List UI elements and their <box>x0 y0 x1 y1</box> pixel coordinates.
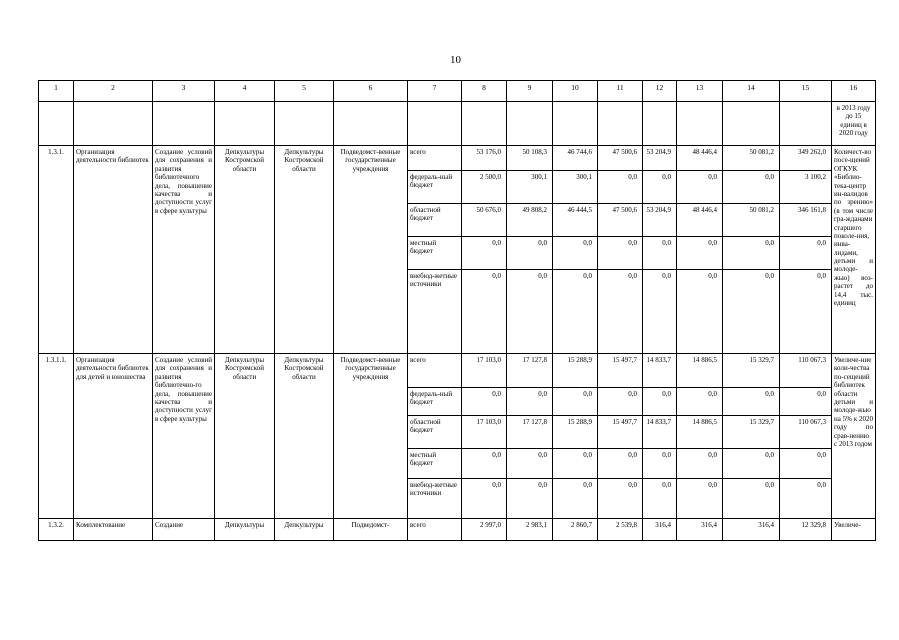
funding-value: 0,0 <box>677 388 723 416</box>
funding-value: 48 446,4 <box>677 204 723 237</box>
funding-value: 0,0 <box>780 237 832 270</box>
funding-value: 0,0 <box>643 388 677 416</box>
funding-value: 15 497,7 <box>598 354 643 388</box>
funding-value: 17 103,0 <box>462 354 507 388</box>
funding-value: 3 100,2 <box>780 171 832 204</box>
funding-value: 0,0 <box>462 237 507 270</box>
header-cell: 10 <box>553 81 598 102</box>
funding-value: 0,0 <box>677 237 723 270</box>
funding-value: 0,0 <box>598 171 643 204</box>
row-code: 1.3.1.1. <box>39 354 74 519</box>
funding-value: 0,0 <box>598 479 643 519</box>
funding-value: 0,0 <box>723 171 780 204</box>
funding-value: 14 833,7 <box>643 354 677 388</box>
funding-value: 2 997,0 <box>462 519 507 541</box>
coexecutor-cell: Депкультуры Костромской области <box>275 354 334 519</box>
funding-value: 15 288,9 <box>553 416 598 449</box>
funding-source: внебюд-жетные источники <box>408 270 462 354</box>
funding-value: 46 444,5 <box>553 204 598 237</box>
expected-result: Увеличе-ние коли-чества по-сещений библиотек области детьми и молоде-жью на 5% к 2020 году по срав-нению с 2013 годом <box>832 354 876 519</box>
expected-result: Количест-во посе-щений ОГКУК «Библио-тека-центр ин-валидов по зрению» (в том числе гра-жданами старшего поколе-ния, инва-лидами, детьми и молоде-жью) воз-растет до 14,4 тыс. единиц <box>832 146 876 354</box>
funding-value: 316,4 <box>723 519 780 541</box>
funding-value: 349 262,0 <box>780 146 832 171</box>
table-row <box>39 519 876 541</box>
funding-value: 0,0 <box>723 388 780 416</box>
header-cell: 9 <box>507 81 553 102</box>
funding-value: 0,0 <box>643 270 677 354</box>
header-cell: 7 <box>408 81 462 102</box>
funding-source: всего <box>408 146 462 171</box>
carryover-row <box>39 102 876 146</box>
funding-value: 48 446,4 <box>677 146 723 171</box>
executor-cell: Подведомст-венные государственные учреждения <box>334 146 408 354</box>
activity-goal: Создание <box>153 519 215 541</box>
carryover-result: в 2013 году до 15 единиц в 2020 году <box>832 102 876 146</box>
coexecutor-cell: Депкультуры Костромской области <box>275 146 334 354</box>
header-cell: 4 <box>215 81 275 102</box>
header-cell: 5 <box>275 81 334 102</box>
funding-value: 0,0 <box>780 270 832 354</box>
coexecutor-cell: Депкультуры <box>275 519 334 541</box>
funding-value: 316,4 <box>643 519 677 541</box>
activity-name: Организация деятельности библиотек для детей и юношества <box>74 354 153 519</box>
funding-value: 2 860,7 <box>553 519 598 541</box>
activity-goal: Создание условий для сохранения и развития библиотечно-го дела, повышение качества и доступности услуг в сфере культуры <box>153 354 215 519</box>
page-number: 10 <box>450 54 461 66</box>
funding-value: 0,0 <box>462 270 507 354</box>
coexecutor-cell: Депкультуры Костромской области <box>215 146 275 354</box>
funding-value: 2 500,0 <box>462 171 507 204</box>
funding-value: 2 983,1 <box>507 519 553 541</box>
header-cell: 6 <box>334 81 408 102</box>
funding-value: 346 161,8 <box>780 204 832 237</box>
funding-value: 17 127,8 <box>507 354 553 388</box>
funding-value: 300,1 <box>553 171 598 204</box>
executor-cell: Подведомст-венные государственные учреждения <box>334 354 408 519</box>
header-cell: 2 <box>74 81 153 102</box>
funding-value: 110 067,3 <box>780 354 832 388</box>
funding-source: областной бюджет <box>408 416 462 449</box>
funding-value: 53 176,0 <box>462 146 507 171</box>
funding-value: 14 886,5 <box>677 354 723 388</box>
header-cell: 12 <box>643 81 677 102</box>
funding-value: 0,0 <box>780 479 832 519</box>
coexecutor-cell: Депкультуры Костромской области <box>215 354 275 519</box>
funding-value: 47 500,6 <box>598 204 643 237</box>
funding-value: 0,0 <box>643 171 677 204</box>
funding-value: 0,0 <box>553 388 598 416</box>
funding-value: 12 329,8 <box>780 519 832 541</box>
funding-value: 15 288,9 <box>553 354 598 388</box>
header-cell: 15 <box>780 81 832 102</box>
funding-value: 0,0 <box>677 449 723 479</box>
funding-value: 15 329,7 <box>723 354 780 388</box>
funding-source: местный бюджет <box>408 237 462 270</box>
funding-value: 0,0 <box>553 479 598 519</box>
row-code: 1.3.2. <box>39 519 74 541</box>
funding-value: 46 744,6 <box>553 146 598 171</box>
header-cell: 11 <box>598 81 643 102</box>
program-table <box>38 80 876 541</box>
funding-value: 0,0 <box>677 171 723 204</box>
table-body <box>39 81 876 541</box>
funding-source: внебюд-жетные источники <box>408 479 462 519</box>
funding-value: 0,0 <box>462 479 507 519</box>
funding-value: 0,0 <box>643 449 677 479</box>
row-code: 1.3.1. <box>39 146 74 354</box>
funding-value: 300,1 <box>507 171 553 204</box>
funding-value: 0,0 <box>462 388 507 416</box>
executor-cell: Подведомст- <box>334 519 408 541</box>
funding-value: 0,0 <box>643 237 677 270</box>
funding-value: 0,0 <box>723 449 780 479</box>
header-cell: 8 <box>462 81 507 102</box>
funding-value: 50 676,0 <box>462 204 507 237</box>
funding-source: местный бюджет <box>408 449 462 479</box>
funding-value: 0,0 <box>553 237 598 270</box>
funding-source: федераль-ный бюджет <box>408 171 462 204</box>
funding-value: 53 204,9 <box>643 204 677 237</box>
header-cell: 3 <box>153 81 215 102</box>
funding-value: 110 067,3 <box>780 416 832 449</box>
funding-value: 0,0 <box>643 479 677 519</box>
funding-source: федераль-ный бюджет <box>408 388 462 416</box>
funding-value: 0,0 <box>553 270 598 354</box>
header-cell: 16 <box>832 81 876 102</box>
funding-value: 0,0 <box>507 449 553 479</box>
funding-value: 0,0 <box>598 449 643 479</box>
funding-source: всего <box>408 519 462 541</box>
funding-value: 0,0 <box>507 237 553 270</box>
funding-value: 14 833,7 <box>643 416 677 449</box>
funding-value: 14 886,5 <box>677 416 723 449</box>
coexecutor-cell: Депкультуры <box>215 519 275 541</box>
header-cell: 13 <box>677 81 723 102</box>
funding-value: 0,0 <box>677 270 723 354</box>
funding-value: 0,0 <box>723 479 780 519</box>
funding-value: 0,0 <box>723 237 780 270</box>
activity-goal: Создание условий для сохранения и развития библиотечного дела, повышение качества и доступности услуг в сфере культуры <box>153 146 215 354</box>
header-row <box>39 81 876 102</box>
funding-value: 0,0 <box>598 237 643 270</box>
funding-value: 0,0 <box>507 388 553 416</box>
funding-value: 316,4 <box>677 519 723 541</box>
funding-value: 15 329,7 <box>723 416 780 449</box>
funding-value: 0,0 <box>553 449 598 479</box>
funding-value: 50 081,2 <box>723 204 780 237</box>
funding-value: 0,0 <box>507 479 553 519</box>
funding-value: 50 108,3 <box>507 146 553 171</box>
header-cell: 14 <box>723 81 780 102</box>
header-cell: 1 <box>39 81 74 102</box>
funding-value: 0,0 <box>462 449 507 479</box>
table-row <box>39 146 876 171</box>
funding-value: 0,0 <box>677 479 723 519</box>
funding-value: 53 204,9 <box>643 146 677 171</box>
funding-value: 0,0 <box>780 449 832 479</box>
activity-name: Комплектование <box>74 519 153 541</box>
funding-source: всего <box>408 354 462 388</box>
funding-source: областной бюджет <box>408 204 462 237</box>
funding-value: 47 500,6 <box>598 146 643 171</box>
funding-value: 50 081,2 <box>723 146 780 171</box>
funding-value: 17 127,8 <box>507 416 553 449</box>
funding-value: 0,0 <box>507 270 553 354</box>
funding-value: 0,0 <box>598 270 643 354</box>
activity-name: Организация деятельности библиотек <box>74 146 153 354</box>
funding-value: 49 808,2 <box>507 204 553 237</box>
funding-value: 0,0 <box>723 270 780 354</box>
expected-result: Увеличе- <box>832 519 876 541</box>
funding-value: 0,0 <box>780 388 832 416</box>
table-row <box>39 354 876 388</box>
funding-value: 2 539,8 <box>598 519 643 541</box>
funding-value: 17 103,0 <box>462 416 507 449</box>
funding-value: 0,0 <box>598 388 643 416</box>
funding-value: 15 497,7 <box>598 416 643 449</box>
